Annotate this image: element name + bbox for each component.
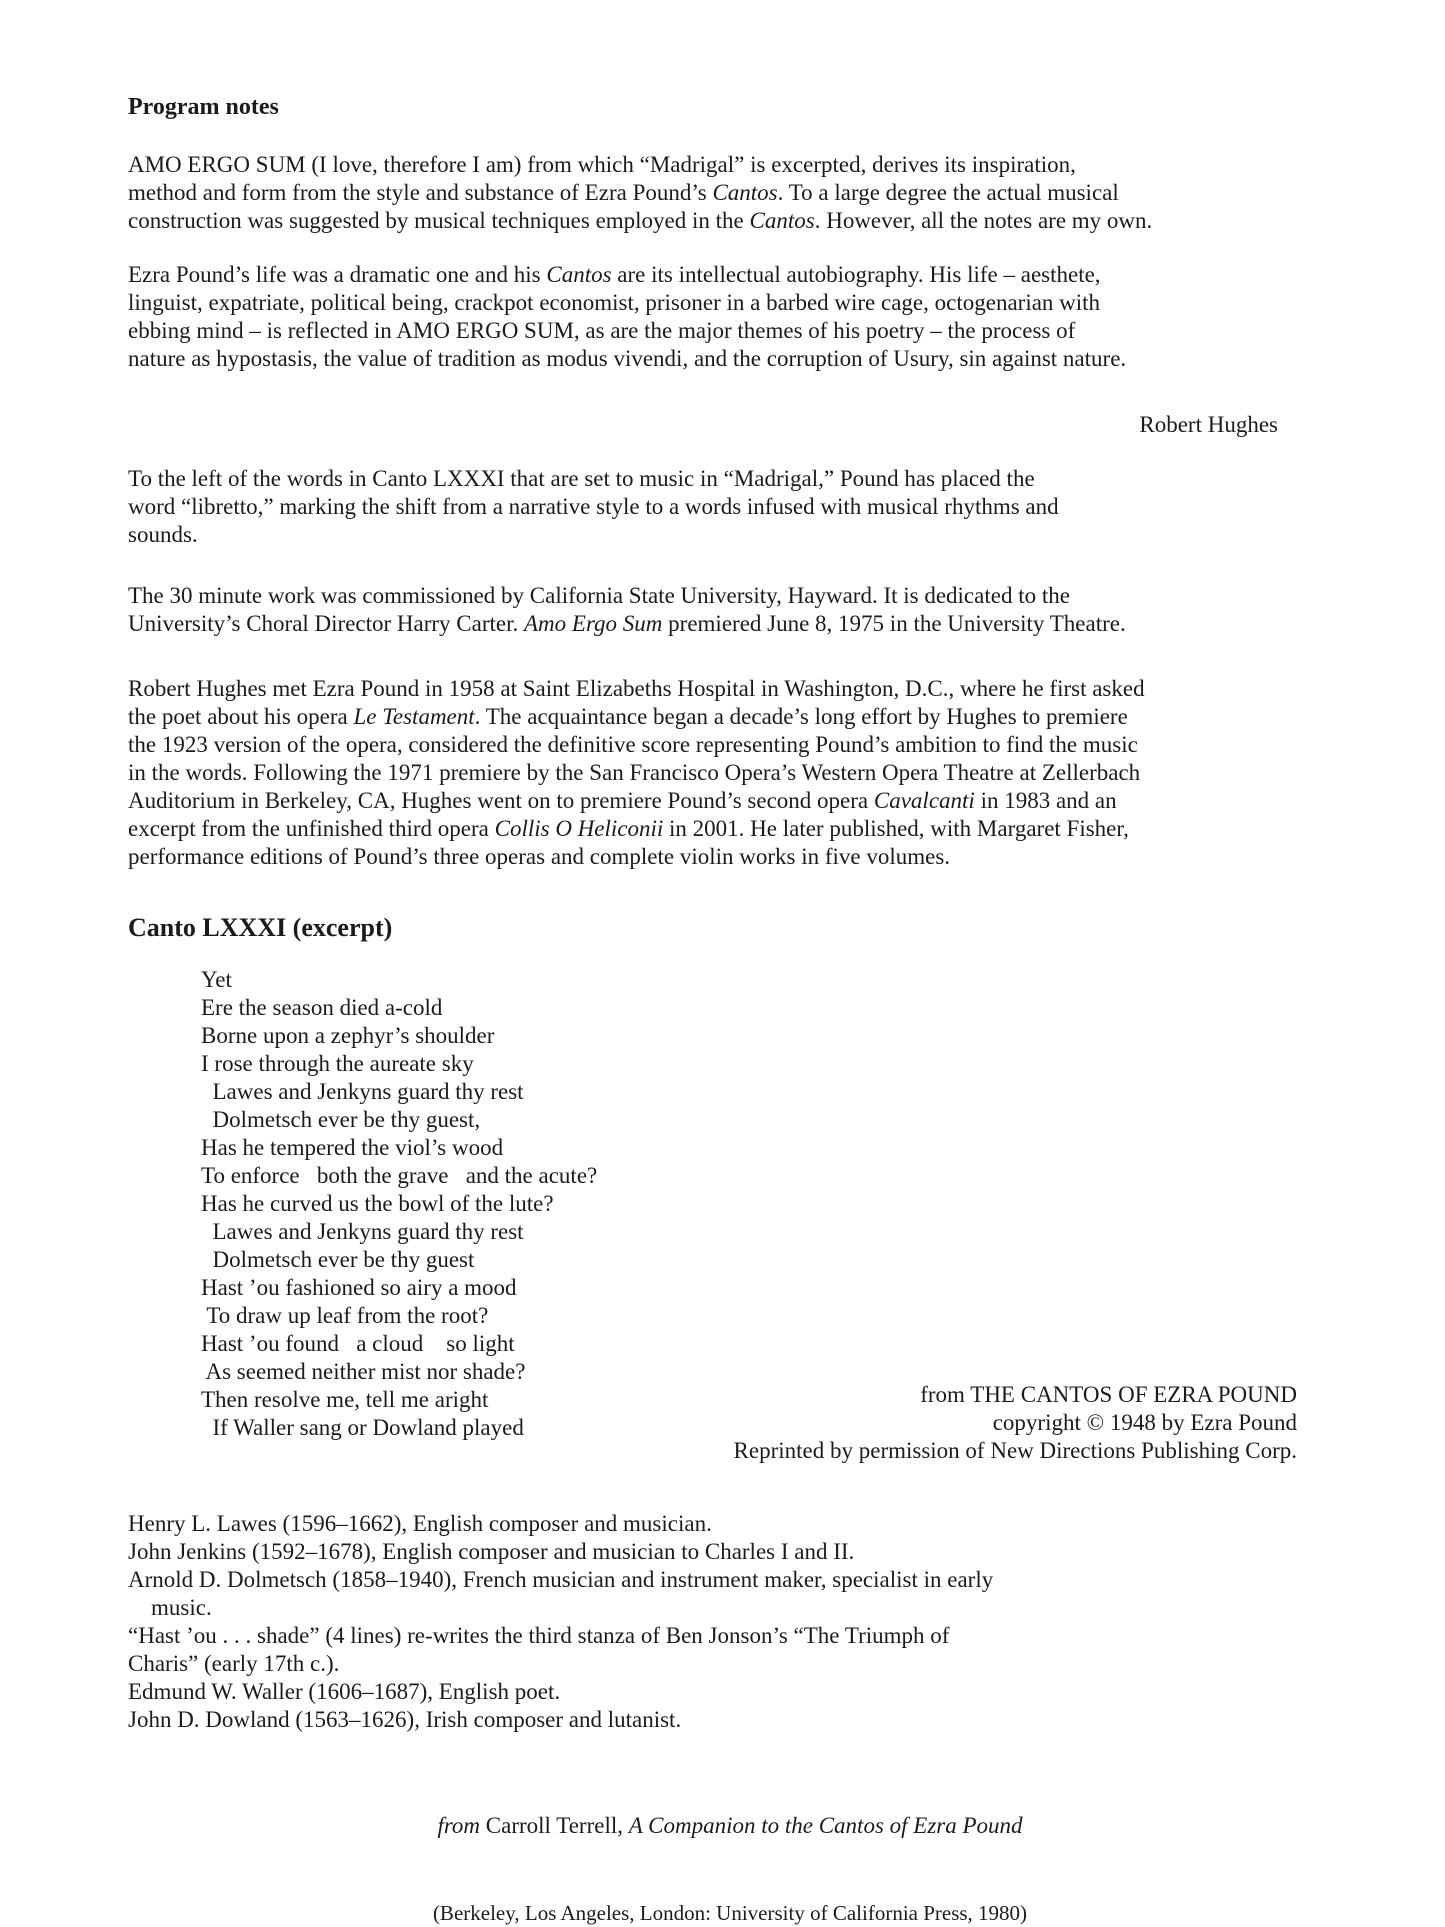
text-line [128,261,1126,289]
text-line [128,1622,993,1650]
text-line [128,345,1126,373]
text-segment: word “libretto,” marking the shift from a narrative style to a words infused with musical rhythms and [128,494,1059,519]
text-line [201,1134,597,1162]
text-line [128,207,1152,235]
text-segment: Hast ’ou fashioned so airy a mood [201,1275,517,1300]
text-line [128,1510,993,1538]
text-segment: Cantos [749,208,815,233]
text-segment: If Waller sang or Dowland played [201,1415,524,1440]
text-segment: Collis O Heliconii [494,816,664,841]
text-line [201,1162,597,1190]
text-segment: Reprinted by permission of New Directions Publishing Corp. [733,1438,1297,1463]
text-segment: premiered June 8, 1975 in the University Theatre. [662,611,1126,636]
text-segment: in the words. Following the 1971 premiere by the San Francisco Opera’s Western Opera Theatre at Zellerbach [128,760,1141,785]
text-line [128,815,1145,843]
citation-publisher-line: (Berkeley, Los Angeles, London: University of California Press, 1980) [432,1901,1028,1925]
text-line [128,289,1126,317]
footnotes-list [128,1510,993,1734]
text-line [128,317,1126,345]
text-segment: Ezra Pound’s life was a dramatic one and his [128,262,547,287]
text-line [201,1022,597,1050]
text-segment: in 2001. He later published, with Margaret Fisher, [663,816,1129,841]
text-line [128,1650,993,1678]
page-title: Program notes [128,94,279,120]
body-paragraph-libretto [128,465,1059,549]
text-segment: Auditorium in Berkeley, CA, Hughes went on to premiere Pound’s second opera [128,788,874,813]
text-segment: Hast ’ou found a cloud so light [201,1331,515,1356]
text-segment: method and form from the style and substance of Ezra Pound’s [128,180,713,205]
text-line [201,1246,597,1274]
text-line [128,675,1145,703]
text-line [201,1050,597,1078]
text-segment: Has he tempered the viol’s wood [201,1135,504,1160]
text-segment: AMO ERGO SUM (I love, therefore I am) from which “Madrigal” is excerpted, derives its inspiration, [128,152,1076,177]
text-line [128,731,1145,759]
text-segment: the poet about his opera [128,704,354,729]
text-segment: Carroll Terrell, [480,1813,629,1838]
text-line [201,1302,597,1330]
text-line [201,1218,597,1246]
text-segment: University’s Choral Director Harry Carter. [128,611,524,636]
text-segment: Cantos [712,180,778,205]
text-line [128,179,1152,207]
text-segment: John D. Dowland (1563–1626), Irish composer and lutanist. [128,1707,682,1732]
text-segment: the 1923 version of the opera, considered the definitive score representing Pound’s ambition to find the music [128,732,1138,757]
body-paragraph-commission [128,582,1126,638]
text-segment: Then resolve me, tell me aright [201,1387,489,1412]
text-line [128,1706,993,1734]
text-segment: To draw up leaf from the root? [201,1303,489,1328]
canto-section-heading: Canto LXXXI (excerpt) [128,913,393,942]
text-line [201,1078,597,1106]
text-line [128,703,1145,731]
body-paragraph-hughes-pound [128,675,1145,871]
text-segment: Lawes and Jenkyns guard thy rest [201,1079,524,1104]
text-segment: Ere the season died a-cold [201,995,443,1020]
canto-poem-excerpt [201,966,597,1442]
text-line [128,1678,993,1706]
text-segment: Amo Ergo Sum [524,611,663,636]
text-segment: from THE CANTOS OF EZRA POUND [920,1382,1297,1407]
text-segment: Edmund W. Waller (1606–1687), English poet. [128,1679,561,1704]
source-citation [130,1756,1330,1927]
text-line [128,610,1126,638]
text-segment: The 30 minute work was commissioned by California State University, Hayward. It is dedicated to the [128,583,1070,608]
text-line [201,1190,597,1218]
text-line [128,521,1059,549]
text-segment: . However, all the notes are my own. [814,208,1153,233]
text-segment: A Companion to the Cantos of Ezra Pound [628,1813,1023,1838]
text-line [201,1414,597,1442]
poem-copyright-credit [734,1381,1297,1465]
text-segment: . To a large degree the actual musical [777,180,1119,205]
text-segment: Has he curved us the bowl of the lute? [201,1191,554,1216]
text-segment: As seemed neither mist nor shade? [201,1359,526,1384]
text-line [201,1386,597,1414]
text-segment: performance editions of Pound’s three operas and complete violin works in five volumes. [128,844,951,869]
text-line [128,1566,993,1594]
text-line [201,966,597,994]
text-segment: Dolmetsch ever be thy guest, [201,1107,481,1132]
text-segment: “Hast ’ou . . . shade” (4 lines) re-writes the third stanza of Ben Jonson’s “The Triumph of [128,1623,950,1648]
text-line [130,1812,1330,1840]
text-segment: copyright © 1948 by Ezra Pound [992,1410,1297,1435]
text-line [128,465,1059,493]
text-segment: sounds. [128,522,198,547]
text-segment: To enforce both the grave and the acute? [201,1163,598,1188]
text-segment: I rose through the aureate sky [201,1051,474,1076]
text-segment: Cantos [546,262,612,287]
text-segment: in 1983 and an [974,788,1117,813]
text-segment: John Jenkins (1592–1678), English composer and musician to Charles I and II. [128,1539,855,1564]
text-line [734,1409,1297,1437]
text-line [734,1381,1297,1409]
intro-paragraph-2 [128,261,1126,373]
text-segment: Le Testament [353,704,475,729]
text-segment: Borne upon a zephyr’s shoulder [201,1023,495,1048]
text-line [128,582,1126,610]
text-segment: Arnold D. Dolmetsch (1858–1940), French musician and instrument maker, specialist in early [128,1567,994,1592]
text-line [128,151,1152,179]
text-line [734,1437,1297,1465]
text-line [128,493,1059,521]
text-segment: music. [128,1595,212,1620]
text-segment: nature as hypostasis, the value of tradition as modus vivendi, and the corruption of Usury, sin against nature. [128,346,1127,371]
text-segment: Yet [201,967,232,992]
text-segment: Dolmetsch ever be thy guest [201,1247,475,1272]
text-line [201,994,597,1022]
text-segment: linguist, expatriate, political being, crackpot economist, prisoner in a barbed wire cage, octogenarian with [128,290,1101,315]
text-segment: Charis” (early 17th c.). [128,1651,340,1676]
text-segment: from [437,1813,481,1838]
text-segment: To the left of the words in Canto LXXXI that are set to music in “Madrigal,” Pound has placed the [128,466,1035,491]
text-segment: Lawes and Jenkyns guard thy rest [201,1219,524,1244]
text-segment: Henry L. Lawes (1596–1662), English composer and musician. [128,1511,712,1536]
citation-title-line [130,1812,1330,1840]
text-line [128,1538,993,1566]
text-line [128,759,1145,787]
author-signature: Robert Hughes [1139,412,1278,437]
intro-paragraph-1 [128,151,1152,235]
text-segment: are its intellectual autobiography. His life – aesthete, [611,262,1101,287]
text-segment: Cavalcanti [873,788,975,813]
text-line [128,843,1145,871]
text-line [201,1358,597,1386]
text-segment: construction was suggested by musical techniques employed in the [128,208,750,233]
text-segment: Robert Hughes met Ezra Pound in 1958 at Saint Elizabeths Hospital in Washington, D.C., where he first asked [128,676,1145,701]
text-line [201,1274,597,1302]
text-segment: excerpt from the unfinished third opera [128,816,495,841]
text-line [201,1106,597,1134]
text-segment: ebbing mind – is reflected in AMO ERGO SUM, as are the major themes of his poetry – the process of [128,318,1076,343]
text-segment: . The acquaintance began a decade’s long effort by Hughes to premiere [474,704,1128,729]
text-line [201,1330,597,1358]
text-line [128,787,1145,815]
text-line [128,1594,993,1622]
